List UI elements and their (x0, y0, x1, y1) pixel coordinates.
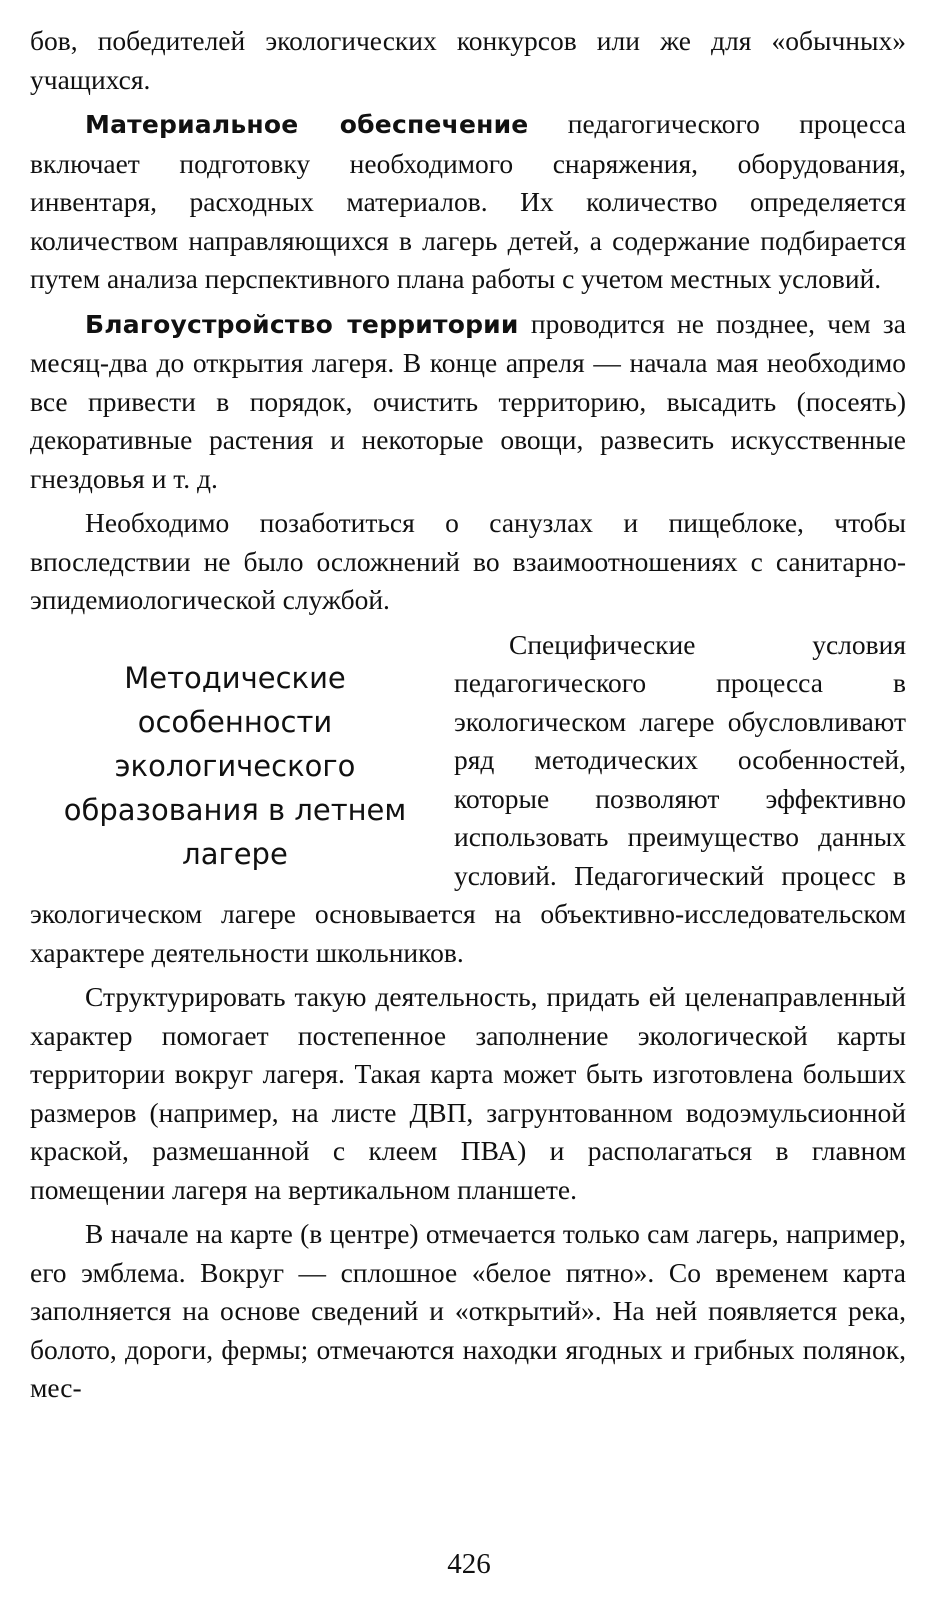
paragraph-sanitary: Необходимо позаботиться о санузлах и пищеблоке, чтобы впоследствии не было осложнений во взаимоотношениях с санитарно-эпидемиологической службой. (30, 507, 906, 615)
section-heading: Методические особенности экологического образования в летнем лагере (63, 660, 407, 871)
term-material-support: Материальное обеспечение (85, 110, 529, 139)
term-territory: Благоустройство территории (85, 309, 519, 339)
paragraph-territory (30, 305, 906, 499)
paragraph-1: бов, победителей экологических конкурсов или же для «обычных» учащихся. (30, 25, 906, 95)
paragraph-map-filling: В начале на карте (в центре) отмечается только сам лагерь, например, его эмблема. Вокруг — сплошное «белое пятно». Со временем карта заполняется на основе сведений и «открытий». На ней появляется река, болото, дороги, фермы; отмечаются находки ягодных и грибных полянок, мес- (30, 1218, 906, 1403)
paragraph-map: Структурировать такую деятельность, придать ей целенаправленный характер помогает постепенное заполнение экологической карты территории вокруг лагеря. Такая карта может быть изготовлена больших размеров (например, на листе ДВП, загрунтованном водоэмульсионной краской, размешанной с клеем ПВА) и располагаться в главном помещении лагеря на вертикальном планшете. (30, 981, 906, 1205)
paragraph-material-support-text: педагогического процесса включает подготовку необходимого снаряжения, оборудования, инвентаря, расходных материалов. Их количество определяется количеством направляющихся в лагерь детей, а содержание подбирается путем анализа перспективного плана работы с учетом местных условий. (30, 108, 906, 294)
page-body (30, 22, 906, 1414)
paragraph-material-support (30, 105, 906, 299)
paragraph-territory-text: проводится не позднее, чем за месяц-два до открытия лагеря. В конце апреля — начала мая необходимо все привести в порядок, очистить территорию, высадить (посеять) декоративные растения и некоторые овощи, развесить искусственные гнездовья и т. д. (30, 307, 906, 494)
page-number: 426 (447, 1548, 491, 1580)
paragraph-specific-conditions: Специфические условия педагогического процесса в экологическом лагере обусловливают ряд методических особенностей, которые позволяют эффективно использовать преимущество данных условий. Педагогический процесс в экологическом лагере основывается на объективно-исследовательском характере деятельности школьников. (30, 628, 906, 968)
